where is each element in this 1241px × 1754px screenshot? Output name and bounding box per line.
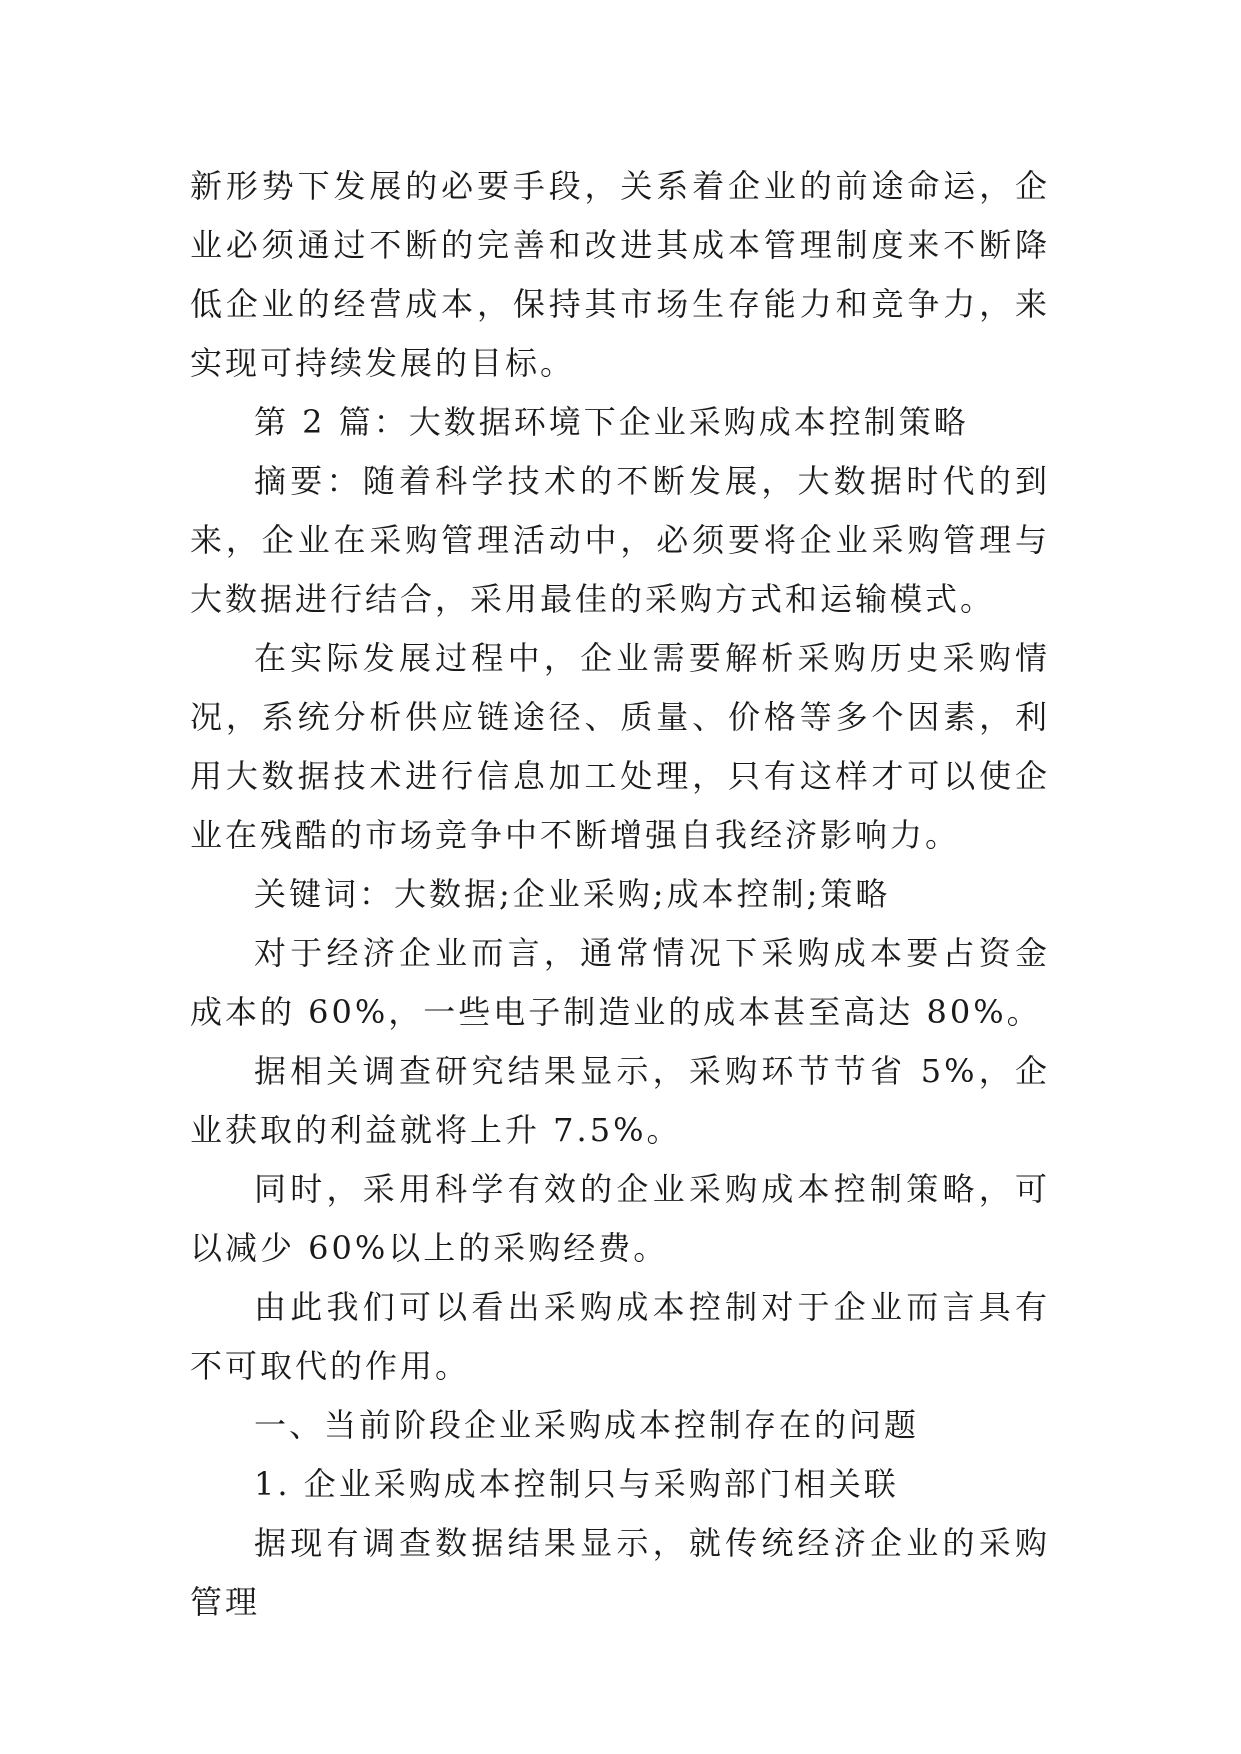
abstract-paragraph: 摘要：随着科学技术的不断发展，大数据时代的到来，企业在采购管理活动中，必须要将企业采购管理与大数据进行结合，采用最佳的采购方式和运输模式。 xyxy=(190,462,1050,618)
body-paragraph: 在实际发展过程中，企业需要解析采购历史采购情况，系统分析供应链途径、质量、价格等多个因素，利用大数据技术进行信息加工处理，只有这样才可以使企业在残酷的市场竞争中不断增强自我经济影响力。 xyxy=(190,639,1050,854)
article-heading: 第 2 篇：大数据环境下企业采购成本控制策略 xyxy=(254,403,969,441)
subsection-heading: 1. 企业采购成本控制只与采购部门相关联 xyxy=(254,1465,899,1503)
body-paragraph: 据现有调查数据结果显示，就传统经济企业的采购管理 xyxy=(190,1524,1050,1621)
paragraph-continuation: 新形势下发展的必要手段，关系着企业的前途命运，企业必须通过不断的完善和改进其成本管理制度来不断降低企业的经营成本，保持其市场生存能力和竞争力，来实现可持续发展的目标。 xyxy=(190,167,1050,382)
body-paragraph: 同时，采用科学有效的企业采购成本控制策略，可以减少 60%以上的采购经费。 xyxy=(190,1170,1050,1267)
keywords-line: 关键词：大数据;企业采购;成本控制;策略 xyxy=(254,875,891,913)
document-body xyxy=(190,157,1050,1632)
body-paragraph: 对于经济企业而言，通常情况下采购成本要占资金成本的 60%，一些电子制造业的成本甚至高达 80%。 xyxy=(190,934,1050,1031)
section-heading: 一、当前阶段企业采购成本控制存在的问题 xyxy=(254,1406,920,1444)
body-paragraph: 据相关调查研究结果显示，采购环节节省 5%，企业获取的利益就将上升 7.5%。 xyxy=(190,1052,1050,1149)
body-paragraph: 由此我们可以看出采购成本控制对于企业而言具有不可取代的作用。 xyxy=(190,1288,1050,1385)
